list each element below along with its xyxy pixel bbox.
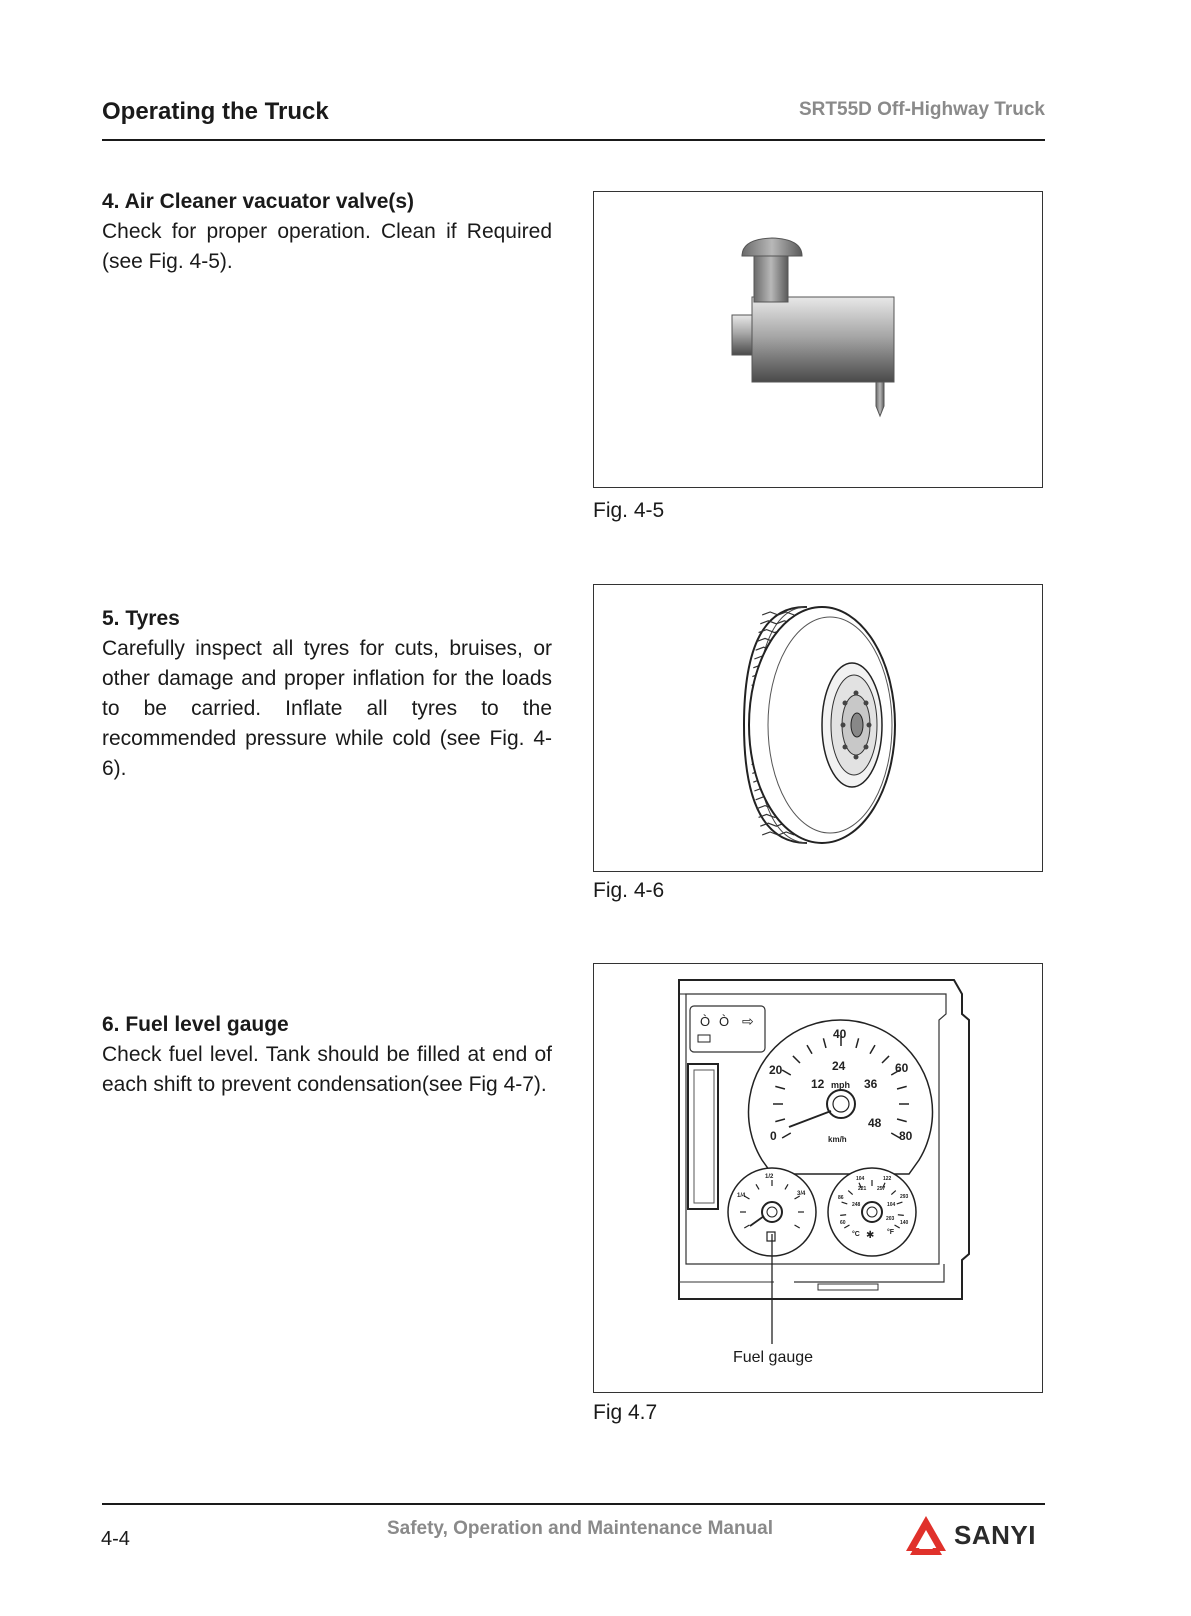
speedo-unit-kmh: km/h <box>828 1135 847 1144</box>
speedo-mph-label: 24 <box>832 1059 846 1073</box>
section-body: Check for proper operation. Clean if Required (see Fig. 4-5). <box>102 220 552 273</box>
section-body: Check fuel level. Tank should be filled at end of each shift to prevent condensation(see Fig 4-7). <box>102 1043 552 1096</box>
temp-mark: 248 <box>852 1202 861 1208</box>
callout-fuel-gauge: Fuel gauge <box>732 1349 814 1366</box>
manual-title: SRT55D Off-Highway Truck <box>799 99 1045 120</box>
section-body: Carefully inspect all tyres for cuts, bruises, or other damage and proper inflation for the loads to be carried. Inflate all tyres to the recommended pressure while cold (see Fig. 4-6). <box>102 637 552 780</box>
speedo-mph-label: 12 <box>811 1077 825 1091</box>
temp-mark: 293 <box>900 1194 909 1200</box>
gauge-tick <box>782 1133 791 1138</box>
fuel-mark-three-quarter: 3/4 <box>797 1191 806 1197</box>
speedo-kmh-label: 80 <box>899 1129 913 1143</box>
temp-mark: 60 <box>840 1220 846 1226</box>
figure-caption: Fig. 4-6 <box>593 879 665 902</box>
gauge-tick <box>856 1038 859 1048</box>
figure-caption: Fig 4.7 <box>593 1401 658 1424</box>
temp-mark: 122 <box>883 1176 892 1182</box>
temp-unit-c: °C <box>852 1231 860 1238</box>
figure-4-7-dashboard <box>593 963 1043 1393</box>
footer-rule <box>102 1503 1045 1505</box>
svg-text:Ò: Ò <box>700 1014 711 1029</box>
section-heading: 5. Tyres <box>102 607 180 630</box>
section-title: Operating the Truck <box>102 98 329 125</box>
gauge-tick <box>898 1215 904 1216</box>
header-rule <box>102 139 1045 141</box>
speedo-kmh-label: 60 <box>895 1061 909 1075</box>
gauge-tick <box>782 1070 791 1075</box>
gauge-tick <box>870 1045 875 1054</box>
gauge-tick <box>793 1056 800 1063</box>
vacuator-valve-illustration <box>594 192 1041 486</box>
temp-mark: 86 <box>838 1195 844 1201</box>
gauge-tick <box>897 1119 907 1122</box>
svg-text:Ò: Ò <box>719 1014 730 1029</box>
speedo-kmh-label: 40 <box>833 1027 847 1041</box>
dashboard-illustration <box>594 964 1041 1391</box>
speedo-kmh-label: 0 <box>770 1129 777 1143</box>
coolant-icon: ✱ <box>866 1230 875 1241</box>
fuel-mark-quarter: 1/4 <box>737 1193 746 1199</box>
section-air-cleaner <box>102 187 552 277</box>
figure-4-5-vacuator-valve <box>593 191 1043 488</box>
temp-mark: 257 <box>877 1186 886 1192</box>
temp-mark: 104 <box>856 1176 865 1182</box>
page-number: 4-4 <box>101 1528 130 1550</box>
footer-manual-name: Safety, Operation and Maintenance Manual <box>386 1518 774 1539</box>
speedo-mph-label: 36 <box>864 1077 878 1091</box>
gauge-tick <box>775 1086 785 1089</box>
gauge-tick <box>823 1038 826 1048</box>
speedo-kmh-label: 20 <box>769 1063 783 1077</box>
temp-mark: 104 <box>887 1202 896 1208</box>
sanyi-logo-icon <box>902 1513 950 1559</box>
temp-unit-f: °F <box>887 1229 895 1236</box>
svg-text:⇨: ⇨ <box>742 1013 754 1029</box>
section-fuel-gauge <box>102 1010 552 1100</box>
fuel-mark-half: 1/2 <box>765 1174 774 1180</box>
section-heading: 4. Air Cleaner vacuator valve(s) <box>102 190 415 213</box>
brand-name: SANYI <box>954 1520 1036 1550</box>
temp-mark: 221 <box>858 1186 867 1192</box>
gauge-tick <box>897 1086 907 1089</box>
gauge-tick <box>775 1119 785 1122</box>
temp-mark: 140 <box>900 1220 909 1226</box>
gauge-tick <box>882 1056 889 1063</box>
temp-mark: 203 <box>886 1216 895 1222</box>
figure-4-6-tyre <box>593 584 1043 872</box>
speedo-unit-mph: mph <box>831 1080 850 1090</box>
section-heading: 6. Fuel level gauge <box>102 1013 289 1036</box>
gauge-tick <box>840 1215 846 1216</box>
tyre-illustration <box>594 585 1041 870</box>
section-tyres <box>102 604 552 784</box>
figure-caption: Fig. 4-5 <box>593 499 665 522</box>
speedo-mph-label: 48 <box>868 1116 882 1130</box>
tread-chevron <box>762 832 794 835</box>
gauge-tick <box>807 1045 812 1054</box>
